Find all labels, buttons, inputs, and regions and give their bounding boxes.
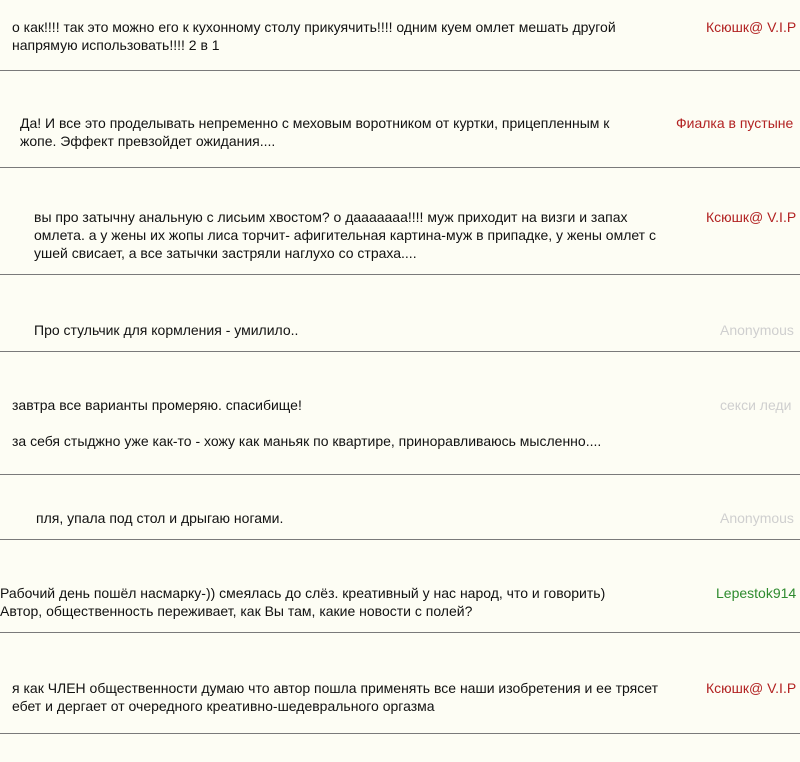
comment-line: вы про затычну анальную с лисьим хвостом? о дааааааа!!!! муж приходит на визги и запах	[34, 209, 628, 225]
comment-line: ебет и дергает от очередного креативно-шедеврального оргазма	[12, 698, 435, 714]
comment-row	[0, 71, 800, 167]
comment-row	[0, 633, 800, 733]
comment-text	[12, 396, 601, 450]
comment-row	[0, 475, 800, 539]
comment-line: напрямую использовать!!!! 2 в 1	[12, 37, 220, 53]
comment-line: Рабочий день пошёл насмарку-)) смеялась до слёз. креативный у нас народ, что и говорить)	[0, 585, 606, 601]
comment-line: о как!!!! так это можно его к кухонному столу прикуячить!!!! одним куем омлет мешать другой	[12, 19, 616, 35]
comment-row	[0, 0, 800, 70]
comment-text	[34, 321, 298, 339]
comment-line: Про стульчик для кормления - умилило..	[34, 322, 299, 338]
comment-author-link[interactable]: Ксюшк@ V.I.P	[706, 19, 797, 35]
comment-line: Да! И все это проделывать непременно с меховым воротником от куртки, прицепленным к	[20, 115, 610, 131]
comment-text	[12, 18, 616, 54]
comment-author-link[interactable]: Фиалка в пустыне	[676, 115, 794, 131]
comment-text	[20, 114, 609, 150]
comment-author-link[interactable]: Lepestok914	[716, 585, 797, 601]
comment-text	[12, 679, 658, 715]
comment-line	[12, 414, 601, 432]
comment-line: за себя стыджно уже как-то - хожу как маньяк по квартире, приноравливаюсь мысленно....	[12, 433, 602, 449]
divider	[0, 733, 800, 734]
comment-author-label: секси леди	[720, 397, 792, 413]
comment-author-link[interactable]: Ксюшк@ V.I.P	[706, 680, 797, 696]
comment-row	[0, 275, 800, 351]
comment-text	[34, 208, 656, 262]
comment-row	[0, 168, 800, 274]
comment-line: жопе. Эффект превзойдет ожидания....	[20, 133, 276, 149]
comment-line: я как ЧЛЕН общественности думаю что автор пошла применять все наши изобретения и ее трясет	[12, 680, 658, 696]
comment-author-label: Anonymous	[720, 510, 794, 526]
comment-text	[0, 584, 605, 620]
comment-author-label: Anonymous	[720, 322, 794, 338]
comment-text	[36, 509, 283, 527]
comment-row	[0, 352, 800, 474]
comment-line: завтра все варианты промеряю. спасибище!	[12, 397, 302, 413]
comment-line: ушей свисает, а все затычки застряли наглухо со страха....	[34, 245, 417, 261]
comment-author-link[interactable]: Ксюшк@ V.I.P	[706, 209, 797, 225]
comment-line: омлета. а у жены их жопы лиса торчит- афигительная картина-муж в припадке, у жены омлет с	[34, 227, 656, 243]
comment-line: Автор, общественность переживает, как Вы там, какие новости с полей?	[0, 603, 473, 619]
comment-row	[0, 540, 800, 632]
comment-line: пля, упала под стол и дрыгаю ногами.	[36, 510, 284, 526]
